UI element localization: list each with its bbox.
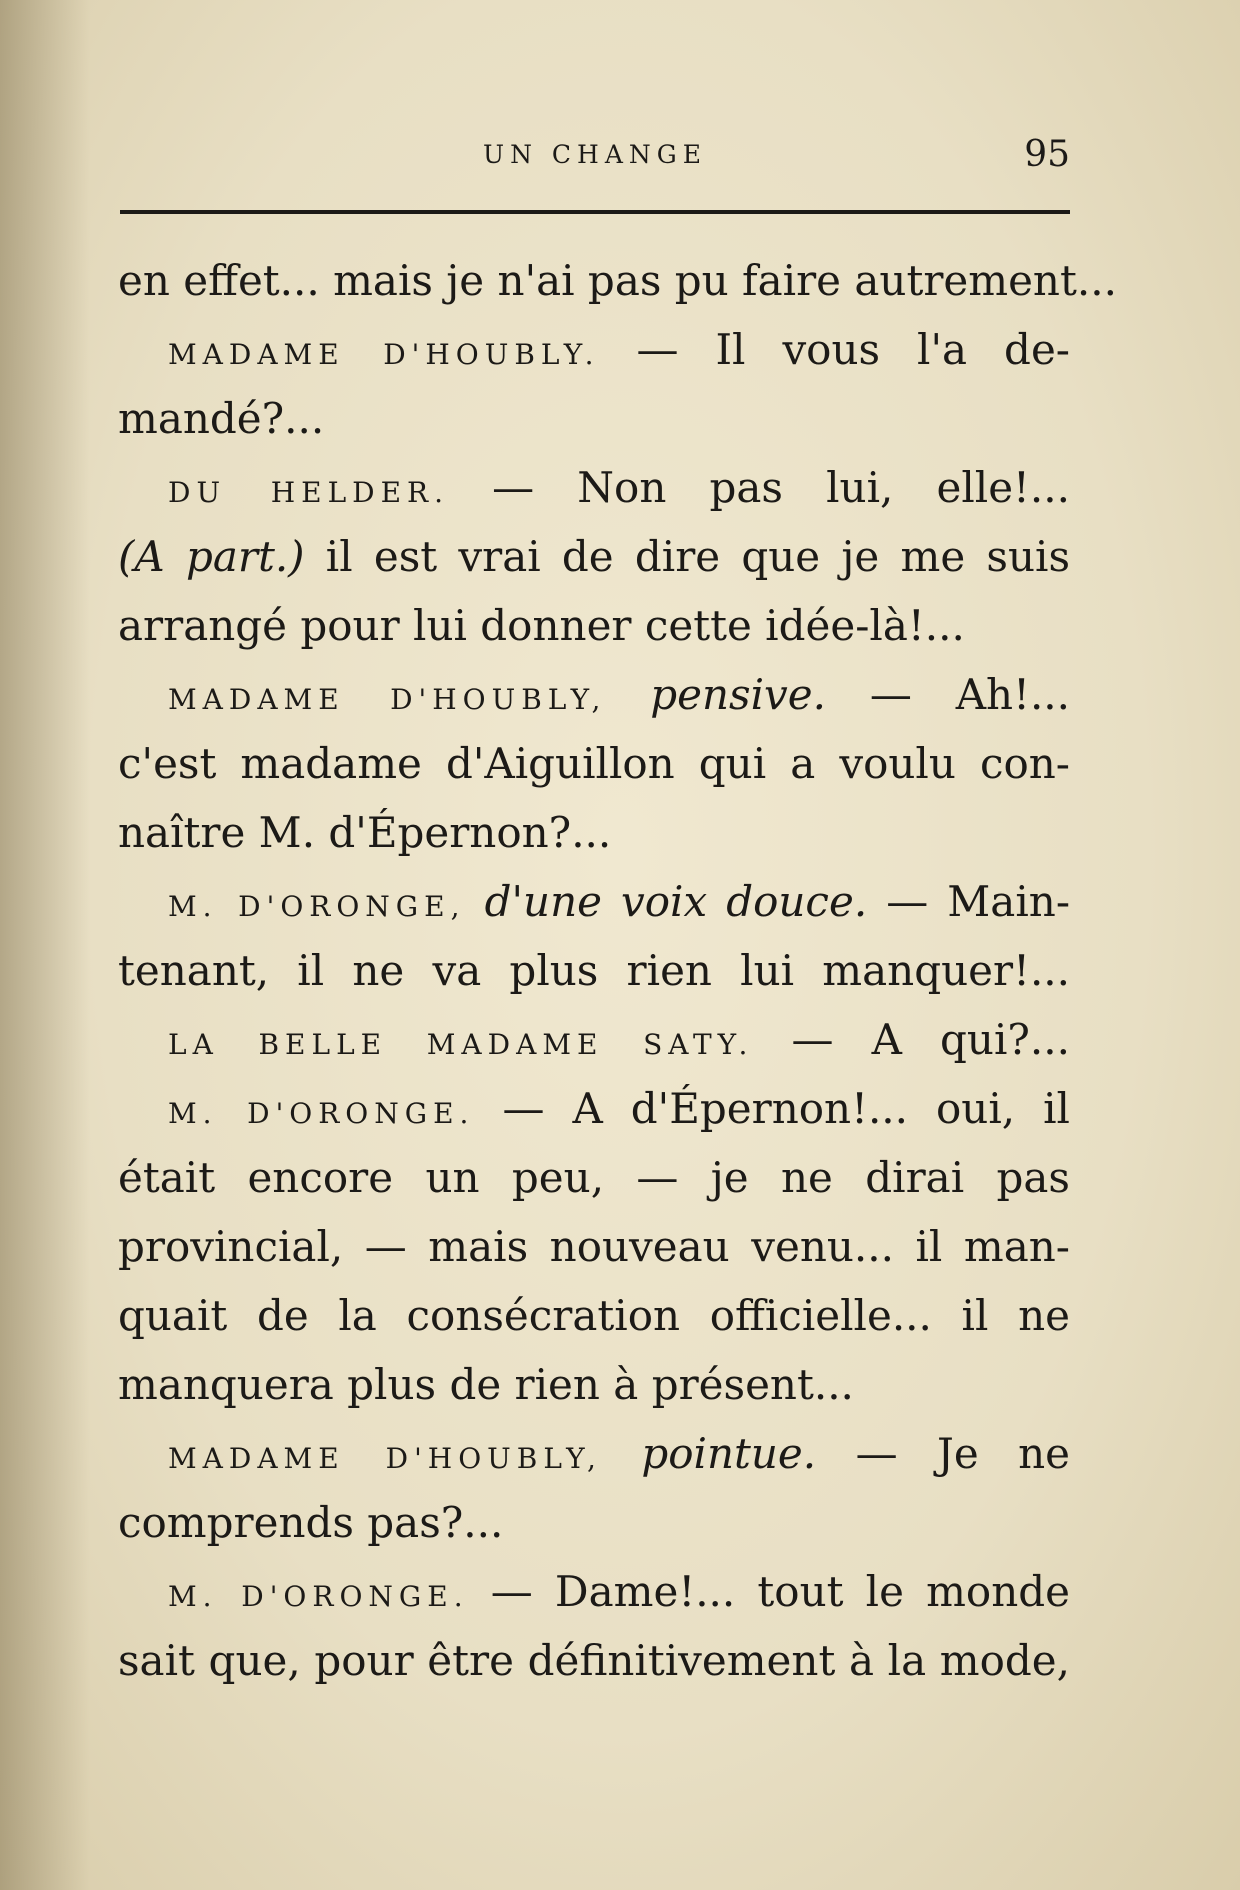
speaker-name: M. D'ORONGE. — [168, 1097, 475, 1130]
stage-direction: (A part.) — [118, 532, 305, 581]
text-line: manquera plus de rien à présent... — [118, 1360, 854, 1409]
speaker-name: MADAME D'HOUBLY, — [168, 1442, 602, 1475]
dialogue-line: MADAME D'HOUBLY, pensive. — Ah!... — [168, 670, 1071, 719]
stage-direction: d'une voix douce. — [484, 877, 868, 926]
text-line: c'est madame d'Aiguillon qui a voulu con- — [118, 739, 1070, 788]
text-line: mandé?... — [118, 394, 325, 443]
dialogue-line: MADAME D'HOUBLY, pointue. — Je ne — [168, 1429, 1070, 1478]
text-line: quait de la consécration officielle... il ne — [118, 1291, 1070, 1340]
dialogue-line: MADAME D'HOUBLY. — Il vous l'a de- — [168, 325, 1070, 374]
speaker-name: MADAME D'HOUBLY, — [168, 683, 607, 716]
text-line: sait que, pour être définitivement à la mode, — [118, 1636, 1070, 1685]
page-header — [120, 134, 1070, 178]
speaker-name: M. D'ORONGE. — [168, 1580, 469, 1613]
text-line: tenant, il ne va plus rien lui manquer!... — [118, 946, 1070, 995]
stage-direction: pensive. — [650, 670, 826, 719]
dialogue-line: M. D'ORONGE. — A d'Épernon!... oui, il — [168, 1084, 1070, 1133]
speaker-name: DU HELDER. — [168, 476, 450, 509]
text-line: provincial, — mais nouveau venu... il man- — [118, 1222, 1070, 1271]
dialogue-line: LA BELLE MADAME SATY. — A qui?... — [168, 1015, 1070, 1064]
binding-shadow — [0, 0, 90, 1890]
stage-direction: pointue. — [641, 1429, 817, 1478]
running-title: UN CHANGE — [483, 140, 707, 169]
text-line: naître M. d'Épernon?... — [118, 808, 612, 857]
text-line: arrangé pour lui donner cette idée-là!... — [118, 601, 965, 650]
speaker-name: M. D'ORONGE, — [168, 890, 466, 923]
page-number: 95 — [1024, 134, 1070, 175]
dialogue-line: DU HELDER. — Non pas lui, elle!... — [168, 463, 1070, 512]
speaker-name: LA BELLE MADAME SATY. — [168, 1028, 754, 1061]
speaker-name: MADAME D'HOUBLY. — [168, 338, 600, 371]
dialogue-line: M. D'ORONGE. — Dame!... tout le monde — [168, 1567, 1070, 1616]
header-rule — [120, 210, 1070, 214]
page-body — [118, 246, 1117, 1695]
text-line: en effet... mais je n'ai pas pu faire autrement... — [118, 256, 1117, 305]
dialogue-line: M. D'ORONGE, d'une voix douce. — Main- — [168, 877, 1071, 926]
text-line: était encore un peu, — je ne dirai pas — [118, 1153, 1070, 1202]
text-line: (A part.) il est vrai de dire que je me suis — [118, 532, 1070, 581]
text-line: comprends pas?... — [118, 1498, 504, 1547]
